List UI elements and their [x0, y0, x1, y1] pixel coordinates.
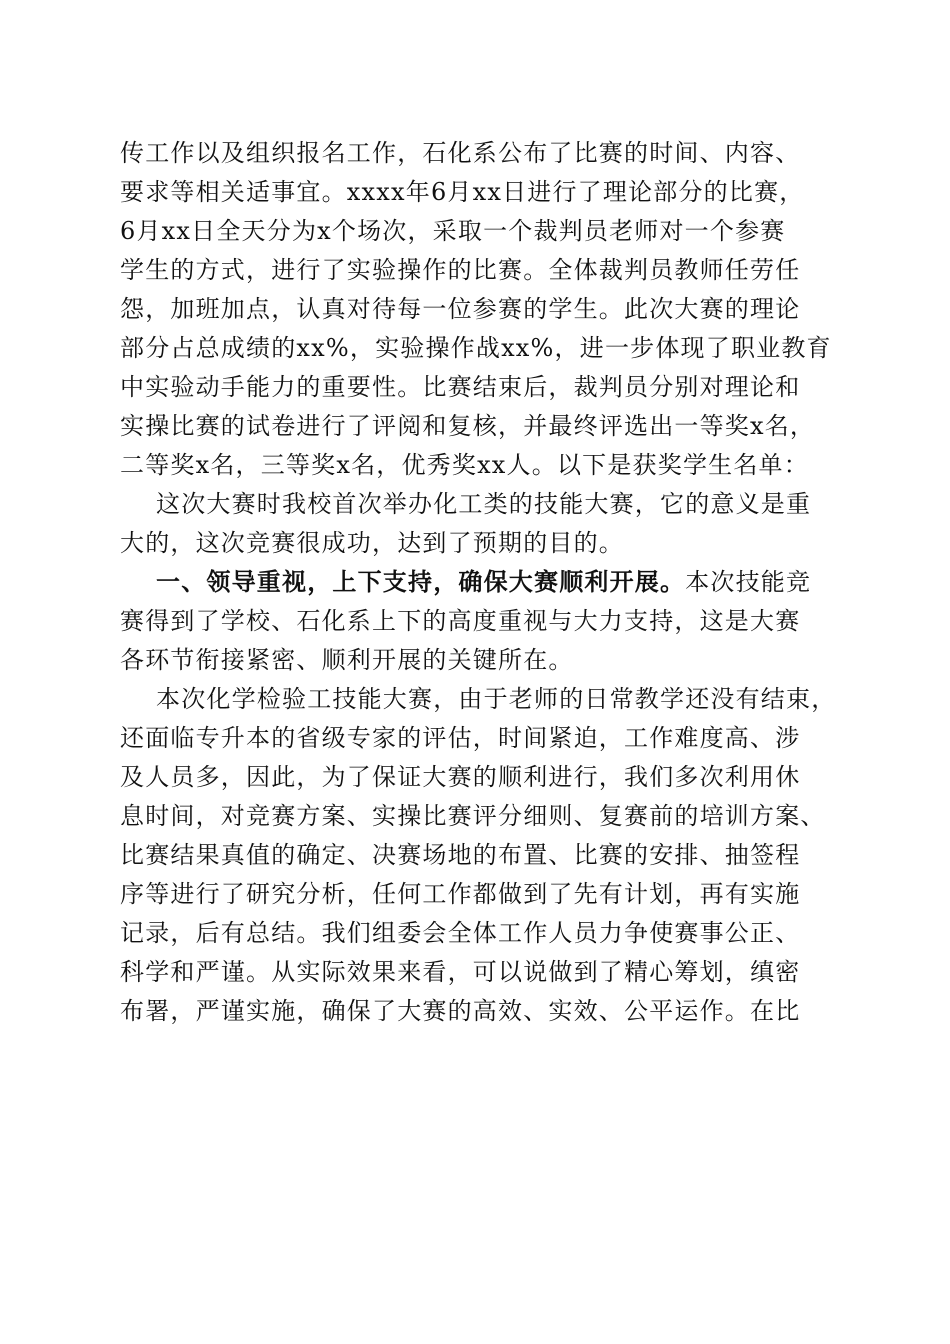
paragraph-start-line: 这次大赛时我校首次举办化工类的技能大赛，它的意义是重 — [156, 490, 812, 518]
text-line: 序等进行了研究分析，任何工作都做到了先有计划，再有实施 — [120, 880, 801, 908]
text-line: 6月xx日全天分为x个场次，采取一个裁判员老师对一个参赛 — [120, 217, 786, 245]
text-line: 科学和严谨。从实际效果来看，可以说做到了精心筹划，缜密 — [120, 958, 801, 986]
text-line: 大的，这次竞赛很成功，达到了预期的目的。 — [120, 529, 624, 557]
document-body — [120, 134, 840, 1031]
text-line: 怨，加班加点，认真对待每一位参赛的学生。此次大赛的理论 — [120, 295, 801, 323]
text-line: 息时间，对竞赛方案、实操比赛评分细则、复赛前的培训方案、 — [120, 802, 826, 830]
text-line: 学生的方式，进行了实验操作的比赛。全体裁判员教师任劳任 — [120, 256, 801, 284]
text-line: 实操比赛的试卷进行了评阅和复核，并最终评选出一等奖x名， — [120, 412, 816, 440]
text-line: 要求等相关适事宜。xxxx年6月xx日进行了理论部分的比赛， — [120, 178, 805, 206]
text-line: 中实验动手能力的重要性。比赛结束后，裁判员分别对理论和 — [120, 373, 801, 401]
text-line: 记录，后有总结。我们组委会全体工作人员力争使赛事公正、 — [120, 919, 801, 947]
text-line: 布署，严谨实施，确保了大赛的高效、实效、公平运作。在比 — [120, 997, 801, 1025]
text-line: 及人员多，因此，为了保证大赛的顺利进行，我们多次利用休 — [120, 763, 801, 791]
text-line: 传工作以及组织报名工作，石化系公布了比赛的时间、内容、 — [120, 139, 801, 167]
text-line: 部分占总成绩的xx%，实验操作战xx%，进一步体现了职业教育 — [120, 334, 832, 362]
text-line: 各环节衔接紧密、顺利开展的关键所在。 — [120, 646, 574, 674]
paragraph-start-line: 本次化学检验工技能大赛，由于老师的日常教学还没有结束， — [156, 685, 837, 713]
text-line: 还面临专升本的省级专家的评估，时间紧迫，工作难度高、涉 — [120, 724, 801, 752]
heading-continuation: 本次技能竞 — [685, 568, 812, 596]
text-line: 二等奖x名，三等奖x名，优秀奖xx人。以下是获奖学生名单： — [120, 451, 809, 479]
text-line: 赛得到了学校、石化系上下的高度重视与大力支持，这是大赛 — [120, 607, 801, 635]
section-heading: 一、领导重视，上下支持，确保大赛顺利开展。 — [156, 568, 686, 596]
text-line: 比赛结果真值的确定、决赛场地的布置、比赛的安排、抽签程 — [120, 841, 801, 869]
heading-line — [120, 563, 840, 602]
